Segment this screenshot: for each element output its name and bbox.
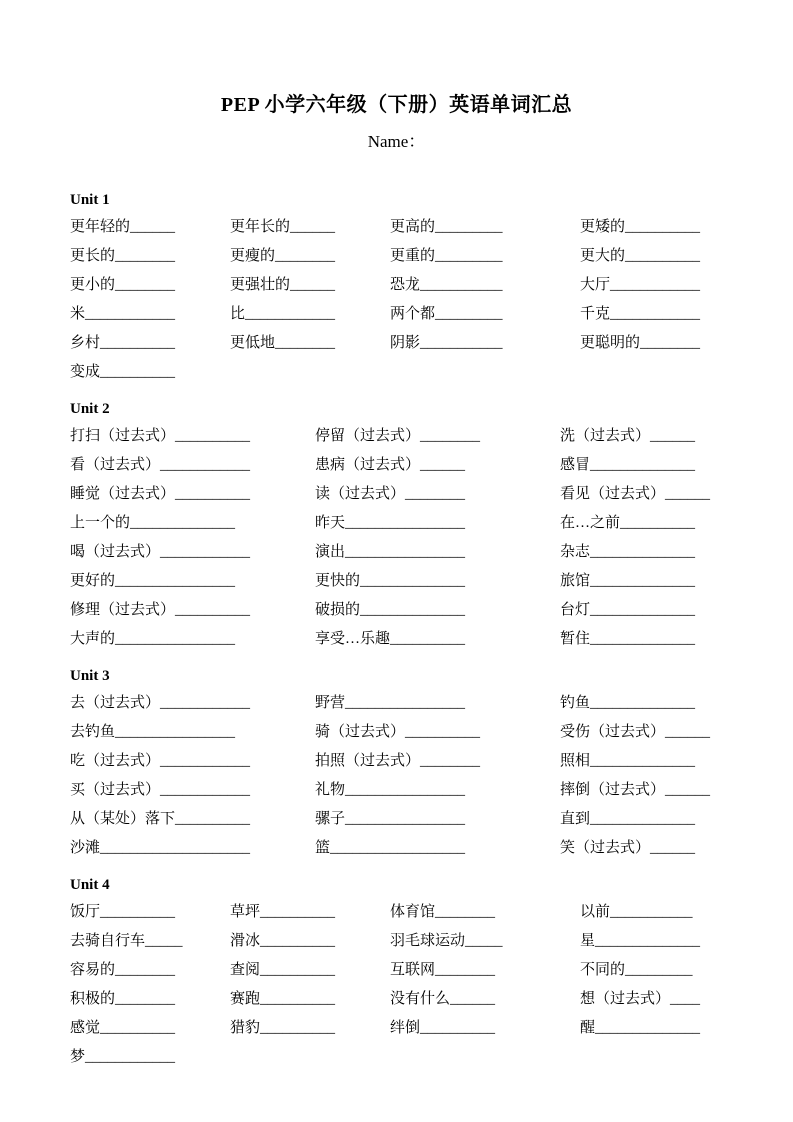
word-item: 恐龙___________ — [390, 277, 503, 293]
word-item: 照相______________ — [560, 753, 696, 769]
word-item: 昨天________________ — [315, 515, 466, 531]
word-item: 拍照（过去式）________ — [315, 753, 481, 769]
word-item: 更小的________ — [70, 277, 176, 293]
word-item: 喝（过去式）____________ — [70, 544, 251, 560]
unit-word-grid — [70, 898, 723, 1072]
word-item: 不同的_________ — [580, 962, 693, 978]
word-item: 更强壮的______ — [230, 277, 336, 293]
unit-heading: Unit 1 — [70, 192, 110, 208]
word-item: 修理（过去式）__________ — [70, 602, 251, 618]
word-item: 洗（过去式）______ — [560, 428, 696, 444]
word-item: 去钓鱼________________ — [70, 724, 236, 740]
units — [70, 192, 723, 1072]
word-item: 醒______________ — [580, 1020, 701, 1036]
word-item: 去（过去式）____________ — [70, 695, 251, 711]
word-item: 以前___________ — [580, 904, 693, 920]
word-item: 绊倒__________ — [390, 1020, 496, 1036]
word-item-empty — [230, 358, 390, 387]
word-item: 更重的_________ — [390, 248, 503, 264]
word-item: 更快的______________ — [315, 573, 466, 589]
document-title: PEP 小学六年级（下册）英语单词汇总 — [220, 94, 573, 116]
word-item: 笑（过去式）______ — [560, 840, 696, 856]
word-item: 台灯______________ — [560, 602, 696, 618]
word-item-empty — [390, 358, 580, 387]
word-item: 查阅__________ — [230, 962, 336, 978]
unit-heading: Unit 3 — [70, 668, 110, 684]
word-item: 乡村__________ — [70, 335, 176, 351]
word-item: 去骑自行车_____ — [70, 933, 183, 949]
word-item: 米____________ — [70, 306, 176, 322]
word-item: 更年轻的______ — [70, 219, 176, 235]
word-item: 更瘦的________ — [230, 248, 336, 264]
word-item: 阴影___________ — [390, 335, 503, 351]
unit-heading: Unit 2 — [70, 401, 110, 417]
word-item: 野营________________ — [315, 695, 466, 711]
word-item: 破损的______________ — [315, 602, 466, 618]
word-item: 星______________ — [580, 933, 701, 949]
word-item: 钓鱼______________ — [560, 695, 696, 711]
word-item: 比____________ — [230, 306, 336, 322]
word-item: 看（过去式）____________ — [70, 457, 251, 473]
word-item: 积极的________ — [70, 991, 176, 1007]
word-item: 感冒______________ — [560, 457, 696, 473]
word-item: 更年长的______ — [230, 219, 336, 235]
word-item-empty — [580, 358, 723, 387]
unit-word-grid — [70, 213, 723, 387]
word-item: 变成__________ — [70, 364, 176, 380]
name-label: Name： — [367, 132, 426, 151]
word-item: 杂志______________ — [560, 544, 696, 560]
word-item: 大声的________________ — [70, 631, 236, 647]
word-item: 没有什么______ — [390, 991, 496, 1007]
word-item: 睡觉（过去式）__________ — [70, 486, 251, 502]
word-item: 读（过去式）________ — [315, 486, 466, 502]
word-item: 享受…乐趣__________ — [315, 631, 466, 647]
word-item: 饭厅__________ — [70, 904, 176, 920]
word-item: 大厅____________ — [580, 277, 701, 293]
word-item: 吃（过去式）____________ — [70, 753, 251, 769]
word-item: 暂住______________ — [560, 631, 696, 647]
word-item: 骑（过去式）__________ — [315, 724, 481, 740]
word-item: 停留（过去式）________ — [315, 428, 481, 444]
word-item: 更长的________ — [70, 248, 176, 264]
word-item: 容易的________ — [70, 962, 176, 978]
word-item: 羽毛球运动_____ — [390, 933, 503, 949]
word-item: 篮__________________ — [315, 840, 466, 856]
word-item: 想（过去式）____ — [580, 991, 701, 1007]
word-item: 滑冰__________ — [230, 933, 336, 949]
word-item: 上一个的______________ — [70, 515, 236, 531]
word-item: 两个都_________ — [390, 306, 503, 322]
word-item: 感觉__________ — [70, 1020, 176, 1036]
word-item-empty — [580, 1043, 723, 1072]
word-item: 千克____________ — [580, 306, 701, 322]
word-item: 骡子________________ — [315, 811, 466, 827]
word-item: 旅馆______________ — [560, 573, 696, 589]
unit-word-grid — [70, 689, 723, 863]
word-item: 患病（过去式）______ — [315, 457, 466, 473]
word-item: 更聪明的________ — [580, 335, 701, 351]
word-item: 梦____________ — [70, 1049, 176, 1065]
word-item: 草坪__________ — [230, 904, 336, 920]
word-item: 看见（过去式）______ — [560, 486, 711, 502]
word-item: 赛跑__________ — [230, 991, 336, 1007]
word-item: 体育馆________ — [390, 904, 496, 920]
word-item: 买（过去式）____________ — [70, 782, 251, 798]
word-item: 猎豹__________ — [230, 1020, 336, 1036]
word-item: 直到______________ — [560, 811, 696, 827]
word-item: 摔倒（过去式）______ — [560, 782, 711, 798]
word-item: 互联网________ — [390, 962, 496, 978]
unit-heading: Unit 4 — [70, 877, 110, 893]
word-item: 更好的________________ — [70, 573, 236, 589]
word-item: 沙滩____________________ — [70, 840, 251, 856]
word-item: 在…之前__________ — [560, 515, 696, 531]
word-item-empty — [390, 1043, 580, 1072]
word-item: 更低地________ — [230, 335, 336, 351]
word-item: 更高的_________ — [390, 219, 503, 235]
unit-word-grid — [70, 422, 723, 654]
word-item: 更大的__________ — [580, 248, 701, 264]
word-item: 礼物________________ — [315, 782, 466, 798]
word-item: 演出________________ — [315, 544, 466, 560]
word-item: 更矮的__________ — [580, 219, 701, 235]
word-item-empty — [230, 1043, 390, 1072]
word-item: 打扫（过去式）__________ — [70, 428, 251, 444]
word-item: 受伤（过去式）______ — [560, 724, 711, 740]
word-item: 从（某处）落下__________ — [70, 811, 251, 827]
